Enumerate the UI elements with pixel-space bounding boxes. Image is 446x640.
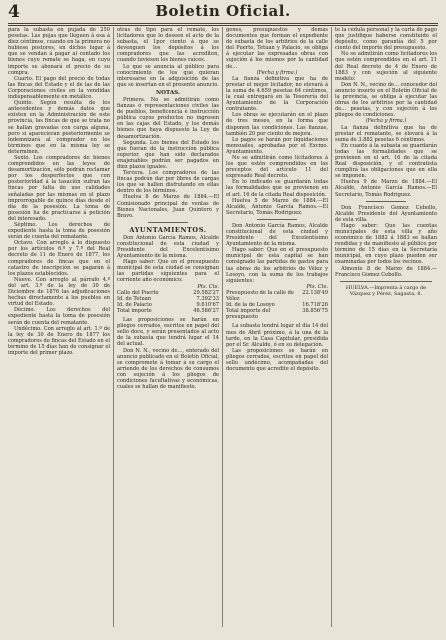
section-rule xyxy=(148,222,189,223)
column-1 xyxy=(8,27,110,629)
paragraph: Tercera. Los compradores de las fincas podrán dar por libres de cargas los que se hallen disfrutando en ellas dentro de los términos. xyxy=(117,170,219,195)
price-row: Calle del Puerto 29.582'27 xyxy=(117,289,219,296)
price-column-label: Pts. Cts. xyxy=(306,283,328,290)
paragraph: Undécimo. Con arreglo al art. 1.º de la ley de 30 de Enero de 1877 los compradores de fincas del Estado en el término de 15 días han de consignar el importe del primer plazo. xyxy=(8,325,110,356)
paragraph: Lo pagos se harán por liquidaciones mensuales, aprobadas por el Excmo. Ayuntamiento. xyxy=(226,136,328,155)
paragraph: No se admitirán como licitadores los que estén comprendidos en el art. 11 del Real decreto de 4 de Enero de 1883 y con sujeción al siguiente modelo: xyxy=(335,51,437,82)
column-4 xyxy=(335,27,437,629)
price-total-row: Total importe del presupuesto 38.856'75 xyxy=(226,308,328,321)
paragraph: Hago saber: Que en el presupuesto municipal de esta capital se han consignado las partidas de gastos para las obras de los arbitrios de Vélez y Losoyo, con la suma de los trabajos siguientes: xyxy=(226,247,328,284)
paragraph: En cuanto á la subasta se guardarán todas las formalidades que se previenen en el art. 16 de la citada Real disposición, y el contratista cumplirá las obligaciones que en ella se imponen. xyxy=(335,142,437,180)
section-heading-notas: NOTAS. xyxy=(156,89,180,96)
section-rule xyxy=(257,219,298,220)
paragraph: Sexto. Los compradores de bienes comprendidos en las leyes de desamortización, sólo podrán reclamar por los desperfectos que con posterioridad á la tasación sufran las fincas por falta de uso calidades señaladas por las mismas en el plazo improrrogable de quince días desde el día de la posesión. La toma de posesión ha de practicarse á petición del interesado. xyxy=(8,154,110,222)
paragraph: Huelva 5 de Marzo de 1884.—El Alcalde, Antonio García Ramos.—El Secretario, Tomás Rodriguez. xyxy=(226,197,328,216)
paragraph: Huelva 9 de Marzo de 1884.—El Alcalde, Antonio García Ramos.—El Secretario, Tomás Rodriguez. xyxy=(335,179,437,198)
paragraph: Segunda. Los bienes del Estado los que fueran de la instrucción pública superior, que han sido declarados enajenables podrán ser pagados en diez plazos iguales. xyxy=(117,139,219,170)
paragraph: No se admitirán como licitadores á los que estén comprendidos en los preceptos del artículo 11 del expresado Real decreto. xyxy=(226,154,328,180)
price-row: Id. de Tetuan 7.392'33 xyxy=(117,295,219,302)
header-rule-thin xyxy=(8,25,438,26)
paragraph: La fianza definitiva que ha de prestar el rematante, se elevará á la suma de 3.882 pesetas 6 céntimos. xyxy=(335,124,437,143)
paragraph: La fianza definitiva que ha de prestar el mejor licitador, no elevará á la suma de 4.659 pesetas 64 céntimos, la cual entregará en la Tesorería del Ayuntamiento de la Corporación contratante. xyxy=(226,75,328,113)
header-rule xyxy=(8,23,438,24)
paragraph: Quinto. Según resulta de los antecedentes y demás datos que existen en la Administración de este provincia, las fincas de que se trata no se hallan gravadas con carga alguna, pero si aparecieran posteriormente se indemnizará al comprador en los términos que en la misma ley se determinen. xyxy=(8,100,110,155)
paragraph: otras de tipo para el remate, los licitadores que lo deseen el acto de la subasta, el 1por ciento á que se devenguen los depósitos á los compradores que las acrediten, cuando tuviesen los bienes raíces. xyxy=(117,27,219,64)
paragraph: te la cédula personal y la carta de pago que justifique haberse constituido el depósito, como garantía del 5 por ciento del importe del presupuesto. xyxy=(335,27,437,52)
column-divider xyxy=(331,27,332,627)
column-3 xyxy=(226,27,328,629)
printer-imprint: HUELVA.—Imprenta á cargo de Vázquez y Pérez, Sagasta, 8. xyxy=(345,284,427,297)
paragraph: Nueve. Con arreglo al párrafo 4.º del art. 3.º de la ley de 30 de Diciembre de 1876 las adjudicaciones hechas directamente á los pueblos en virtud del Estado. xyxy=(8,276,110,308)
price-row: Presupuesto de la calle de Vélez 22.138'49 xyxy=(226,289,328,303)
page-header xyxy=(0,0,446,24)
paragraph: Octavo. Con arreglo á lo dispuesto por los artículos 6.º y 7.º del Real decreto de 11 de Enero de 1877, los compradores de fincas que en el catastro de inscripción se pagarán á los plazos establecidos. xyxy=(8,240,110,277)
paragraph: Don Antonio García Ramos, Alcalde constitucional de esta ciudad y Presidente del Excelentísimo Ayuntamiento de la misma. xyxy=(226,222,328,248)
paragraph: Huelva 8 de Marzo de 1884.—El Comisionado principal de ventas de Bienes Nacionales, Juan Quintero y Bravo. xyxy=(117,194,219,219)
paragraph: Cuarto. El pago del precio de todas las fincas del Estado y el de las de las Corporaciones civiles en la vendidas indispensablemente en metálico. xyxy=(8,75,110,101)
paragraph: Séptimo. Los derechos de expediente hasta la toma de posesión serán de cuenta del rematante. xyxy=(8,222,110,241)
paragraph: La subasta tendrá lugar el día 14 del mes de Abril próximo, á la una de la tarde, en la Casa Capitular, presidida por el Sr. Alcalde, ó en su delegación. xyxy=(226,323,328,348)
column-divider xyxy=(222,27,223,627)
paragraph: En lo indicado se guardarán todas las formalidades que se previenen en el art. 16 de la citada Real disposición. xyxy=(226,179,328,198)
paragraph: genes, presupuestos y demás documentos que forman el expediente de subasta de los arbitrios de la calle del Puerto, Tetuan y Palacio, se obliga á ejecutar las expresadas obras con sujeción á los mismos por la cantidad de... xyxy=(226,27,328,70)
paragraph: Los obras se ejecutarán en el plazo de tres meses, en la forma que disponen las condiciones. Las fianzas, también 20 por ciento de mejora. xyxy=(226,112,328,137)
paragraph: para la subasta en pujada de 250 pesetas. Las pujas que lleguen á esa á diez céntimos, cuando en la primera no hubiese postores, en dichos lugar á que se vendan á pagar al contado los bienes cuyo remate se haga, en cuyo importe se abonará el precio de su compra. xyxy=(8,27,110,76)
price-row: Id. de la de Losoyo 16.718'26 xyxy=(226,302,328,309)
paragraph: Don Francisco Gomez Cebollo, Alcalde Presidente del Ayuntamiento de esta villa. xyxy=(335,204,437,223)
paragraph: Don N. N., vecino de... conocedor del anuncio inserto en el Boletín Oficial de la provincia, se obliga á ejecutar las obras de los arbitrios por la cantidad de... pesetas, y con sujeción á los pliegos de condiciones. xyxy=(335,81,437,119)
paragraph: Las proposiciones se harán en pliegos cerrados, escritos en papel del sello undécimo, acompañadas del documento que acredite el depósito. xyxy=(226,347,328,373)
paragraph: Hago saber: Que en el presupuesto municipal de esta ciudad se consignan las partidas siguientes para el corriente año económico: xyxy=(117,259,219,284)
paragraph: Don N. N., vecino de..., enterado del anuncio publicado en el Boletín Oficial, se compromete á tomar á su cargo el arriendo de los derechos de consumos con sujeción á los pliegos de condiciones facultativas y económicas, cuales se hallan de manifiesto. xyxy=(117,347,219,391)
page-title: Boletin Oficial. xyxy=(155,2,291,20)
paragraph: Don Antonio García Ramos, Alcalde constitucional de esta ciudad y Presidente del Excelentísimo Ayuntamiento de la misma. xyxy=(117,234,219,260)
price-total-row: Total importe 46.586'27 xyxy=(117,307,219,314)
paragraph: Las proposiciones se harán en pliegos cerrados, escritos en papel del sello doce, y serán presentados al acto de la subasta que tendrá lugar el 14 del actual. xyxy=(117,317,219,348)
column-divider xyxy=(113,27,114,627)
section-rule xyxy=(366,201,407,202)
page-number: 4 xyxy=(8,2,20,22)
price-row: Id. de Palacio 9.610'67 xyxy=(117,301,219,308)
paragraph: Almonte 8 de Marzo de 1884.—Francisco Gomez Cebollo. xyxy=(335,265,437,278)
column-2 xyxy=(117,27,219,629)
paragraph: Lo que se anuncia al público para conocimiento de los que quieran interesarse en la adquisición de las que se insertan en el presente anuncio. xyxy=(117,63,219,88)
date-signature-line: (Fecha y firma.) xyxy=(256,69,298,76)
paragraph: Primera. No se admitirán como fianzas ó representaciones civiles las de pueblos, beneficencia é instrucción pública cuyos productos no ingresen en las cajas del Estado, y los demás bienes que haya dispuesto la Ley de desamortización. xyxy=(117,96,219,140)
date-signature-line: (Fecha y firma.) xyxy=(365,118,407,125)
price-column-label: Pts. Cts. xyxy=(197,283,219,290)
imprint-rule xyxy=(340,281,432,282)
paragraph: Décimo. Los derechos del expediente hasta la toma de posesión serán de cuenta del rematante. xyxy=(8,307,110,326)
paragraph: Hago saber: Que las cuentas municipales de esta villa y año económico de 1882 á 1883 se hallan rendidas y de manifiesto al público por término de 15 días en la Secretaría municipal, en cuyo plazo pueden ser examinadas por todos los vecinos. xyxy=(335,222,437,266)
section-heading-ayuntamientos: AYUNTAMIENTOS. xyxy=(129,225,207,234)
